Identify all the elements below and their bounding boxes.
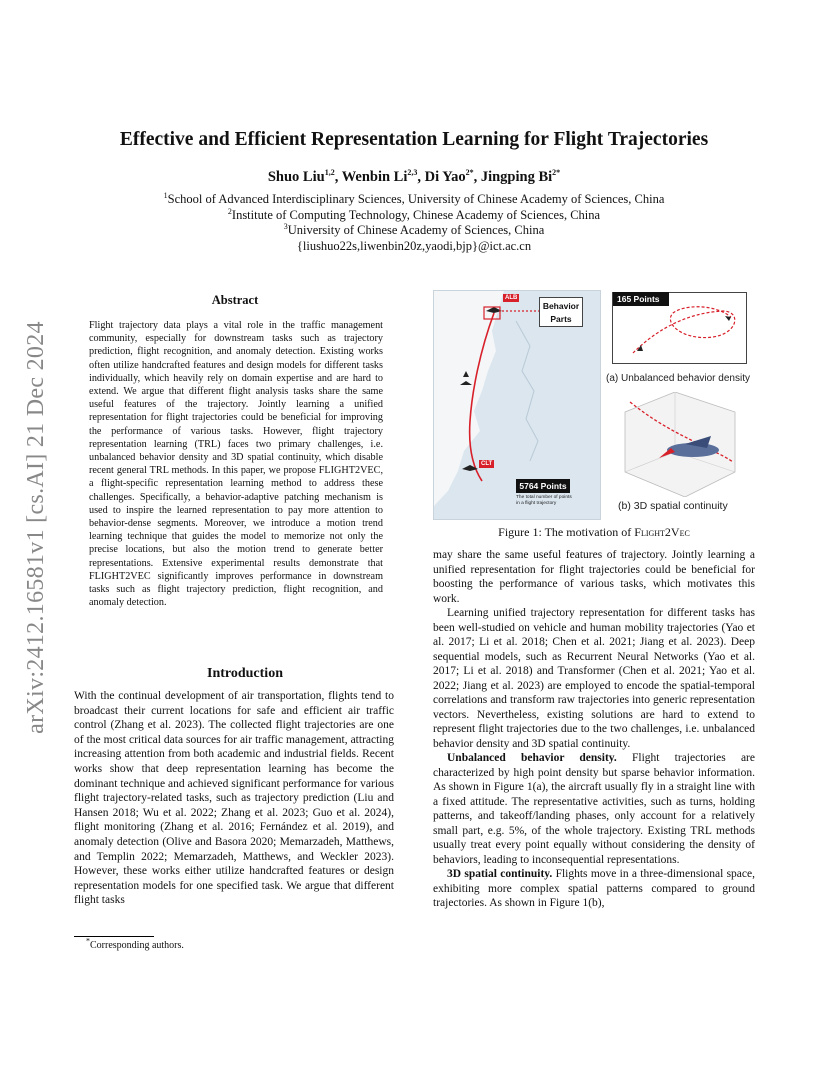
affiliation-line [60,223,768,239]
panel-b-3d [615,392,745,497]
figure-caption-b: (b) 3D spatial continuity [618,500,728,512]
affiliations [60,192,768,254]
footnote-mark: * [86,936,90,946]
author-name: Shuo Liu [267,169,325,185]
introduction-text: With the continual development of air transportation, flights tend to broadcast their current locations for safe and efficient air traffic control (Zhang et al. 2023). The collected flight trajectories are one of the most critical data sources for air traffic management, attracting increasing attention from both academic and industrial fields. Recent works show that deep representation learning has become the dominant technique and achieved significant performance for various flight trajectory-related tasks, such as trajectory prediction (Liu and Hansen 2018; Wu et al. 2022; Zhang et al. 2023; Guo et al. 2024), flight monitoring (Zhang et al. 2016; Fernández et al. 2019), and anomaly detection (Olive and Basora 2020; Memarzadeh, Matthews, and Templin 2022; Memarzadeh, Matthews, and Weckler 2023). However, these works either utilize handcrafted features or design representation models for one specified task. We argue that different flight tasks [74,690,394,907]
paper-header [60,128,768,254]
paragraph-heading: Unbalanced behavior density. [447,752,617,764]
author-sep: , [334,169,342,185]
author-list [60,168,768,186]
figure-caption-a: (a) Unbalanced behavior density [606,373,750,384]
affiliation-text: School of Advanced Interdisciplinary Sciences, University of Chinese Academy of Sciences, China [167,192,665,206]
paragraph-text: Flight trajectories are characterized by high point density but sparse behavior information. As shown in Figure 1(a), the aircraft usually fly in a straight line with a fixed attitude. The representative activities, such as turns, holding patterns, and takeoff/landing phases, only account for a relatively small part, e.g. 5%, of the whole trajectory. Existing TRL methods usually treat every point equally without considering the density of behaviors, leading to inconsequential representations. [433,752,755,866]
affiliation-line [60,208,768,224]
map-note: The total number of points in a flight trajectory [516,495,572,506]
paragraph [433,751,755,867]
author-emails: {liushuo22s,liwenbin20z,yaodi,bjp}@ict.ac.cn [296,238,532,253]
abstract-heading: Abstract [211,293,259,307]
affiliation-sup: 3 [283,221,288,231]
arxiv-identifier [22,292,50,762]
author-name: Wenbin Li [341,169,408,185]
paragraph: Learning unified trajectory representation for different tasks has been well-studied on vehicle and human mobility trajectories (Yao et al. 2017; Li et al. 2018; Chen et al. 2021; Jiang et al. 2023). Deep sequential models, such as Recurrent Neural Networks (Yao et al. 2017; Li et al. 2018) and Transformer (Chen et al. 2021; Yao et al. 2022; Jiang et al. 2023) are employed to encode the spatial-temporal correlations and transform raw trajectories into generic representation vectors. Nevertheless, existing solutions are hard to extend to represent flight trajectories due to the two challenges, i.e. unbalanced behavior density and 3D spatial continuity. [433,607,755,750]
caption-prefix: Figure 1: The motivation of [498,525,635,539]
caption-method-name: Flight2Vec [634,525,690,539]
airport-tag-clt: CLT [481,461,493,467]
paragraph-heading: 3D spatial continuity. [447,868,553,880]
author-name: Di Yao [424,169,466,185]
figure-1-caption [433,525,755,540]
affiliation-sup: 1 [163,190,168,200]
paragraph [433,867,755,911]
paragraph: may share the same useful features of trajectory. Jointly learning a unified representation for flight trajectories could be beneficial for boosting the performance of various tasks, which motivates this work. [433,549,755,605]
author-sup: 2* [465,168,474,178]
affiliation-line [60,192,768,208]
author-sup: 1,2 [324,168,335,178]
author-sep: , [473,169,481,185]
affiliation-text: Institute of Computing Technology, Chinese Academy of Sciences, China [231,207,601,222]
introduction-heading: Introduction [207,666,283,681]
affiliation-sup: 2 [227,206,232,216]
author-name: Jingping Bi [480,169,553,185]
paper-title: Effective and Efficient Representation Learning for Flight Trajectories [119,129,709,150]
author-sup: 2,3 [407,168,418,178]
behavior-parts-label: Behavior Parts [539,297,583,327]
airport-tag-alb: ALB [505,295,518,301]
abstract-text: Flight trajectory data plays a vital role in the traffic management community, especially for downstream tasks such as trajectory prediction, flight recognition, and anomaly detection. Existing works often utilize handcrafted features and design models for different tasks individually, which heavily rely on domain expertise and are hard to extend. We argue that different flight analysis tasks share the same useful features of the trajectory. Jointly learning a unified representation for flight trajectories could be beneficial for improving the performance of various tasks. However, flight trajectory representation learning (TRL) faces two primary challenges, i.e. unbalanced behavior density and 3D spatial continuity, which disable recent general TRL methods. In this paper, we propose FLIGHT2VEC, a flight-specific representation learning method to address these challenges. Specifically, a behavior-adaptive patching mechanism is used to inspire the learned representation to pay more attention to behavior-dense segments. Moreover, we introduce a motion trend learning technique that guides the model to memorize not only the precise locations, but also the motion trend to generate better representations. Extensive experimental results demonstrate that FLIGHT2VEC significantly improves performance in downstream tasks such as flight trajectory prediction, flight recognition, and anomaly detection. [89,320,383,609]
author-sup: 2* [552,168,561,178]
author-sep: , [417,169,425,185]
arxiv-id-text: arXiv:2412.16581v1 [cs.AI] 21 Dec 2024 [22,320,49,734]
footnote-text: Corresponding authors. [90,940,184,951]
paragraph-text: Flights move in a three-dimensional space, exhibiting more complex spatial patterns compared to ground trajectories. As shown in Figure 1(b), [433,868,755,909]
affiliation-text: University of Chinese Academy of Sciences, China [287,223,545,237]
3d-plot-graphic [615,392,745,497]
points-count-map: 5764 Points [516,479,570,493]
points-count-a: 165 Points [613,292,669,306]
footnote [86,936,184,951]
right-column-text [433,548,755,911]
